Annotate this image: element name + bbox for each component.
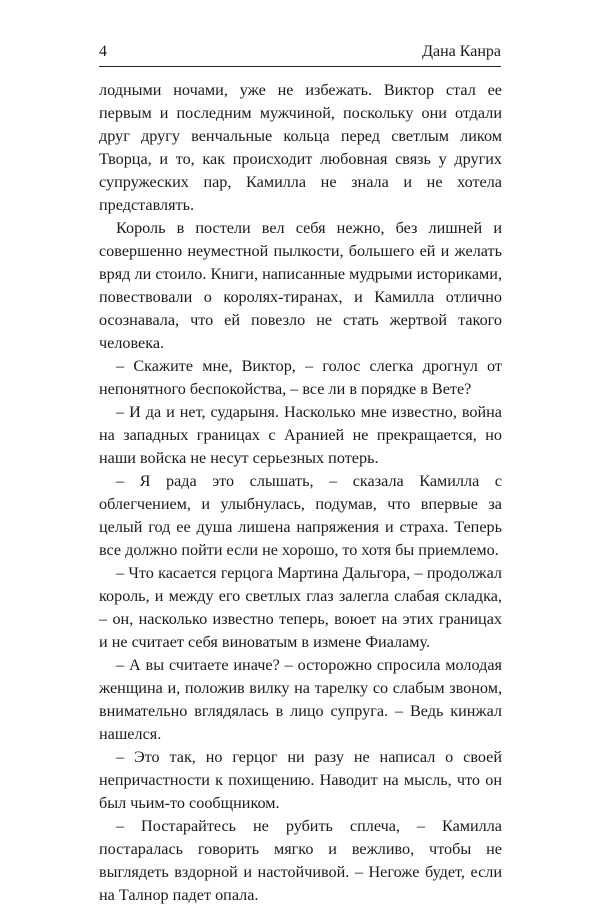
paragraph: – Это так, но герцог ни разу не написал о своей непричастности к похищению. Наводит на мысль, что он был чьим-то сообщником. — [99, 748, 502, 812]
body-text — [99, 79, 502, 907]
paragraph: – Что касается герцога Мартина Дальгора, – продолжал король, и между его светлых глаз залегла слабая складка, – он, насколько известно теперь, воюет на этих границах и не считает себя виноватым в измене Фиаламу. — [99, 564, 502, 651]
page-number: 4 — [99, 43, 107, 60]
running-title: Дана Канра — [422, 43, 501, 60]
paragraph: – Постарайтесь не рубить сплеча, – Камилла постаралась говорить мягко и вежливо, чтобы не выглядеть вздорной и настойчивой. – Негоже будет, если на Талнор падет опала. — [99, 817, 502, 904]
paragraph: – И да и нет, сударыня. Насколько мне известно, война на западных границах с Аранией не прекращается, но наши войска не несут серьезных потерь. — [99, 403, 502, 467]
paragraph: Король в постели вел себя нежно, без лишней и совершенно неуместной пылкости, большего ей и желать вряд ли стоило. Книги, написанные мудрыми историками, повествовали о королях-тиранах, и Камилла отлично осознавала, что ей повезло не стать жертвой такого человека. — [99, 219, 502, 352]
page-header — [99, 42, 501, 67]
paragraph: – А вы считаете иначе? – осторожно спросила молодая женщина и, положив вилку на тарелку со слабым звоном, внимательно вглядялась в лицо супруга. – Ведь кинжал нашелся. — [99, 656, 502, 743]
paragraph: лодными ночами, уже не избежать. Виктор стал ее первым и последним мужчиной, поскольку они отдали друг другу венчальные кольца перед светлым ликом Творца, и то, как происходит любовная связь у других супружеских пар, Камилла не знала и не хотела представлять. — [99, 81, 502, 214]
paragraph: – Скажите мне, Виктор, – голос слегка дрогнул от непонятного беспокойства, – все ли в порядке в Вете? — [99, 357, 502, 398]
paragraph: – Я рада это слышать, – сказала Камилла с облегчением, и улыбнулась, подумав, что впервые за целый год ее душа лишена напряжения и страха. Теперь все должно пойти если не хорошо, то хотя бы приемлемо. — [99, 472, 502, 559]
